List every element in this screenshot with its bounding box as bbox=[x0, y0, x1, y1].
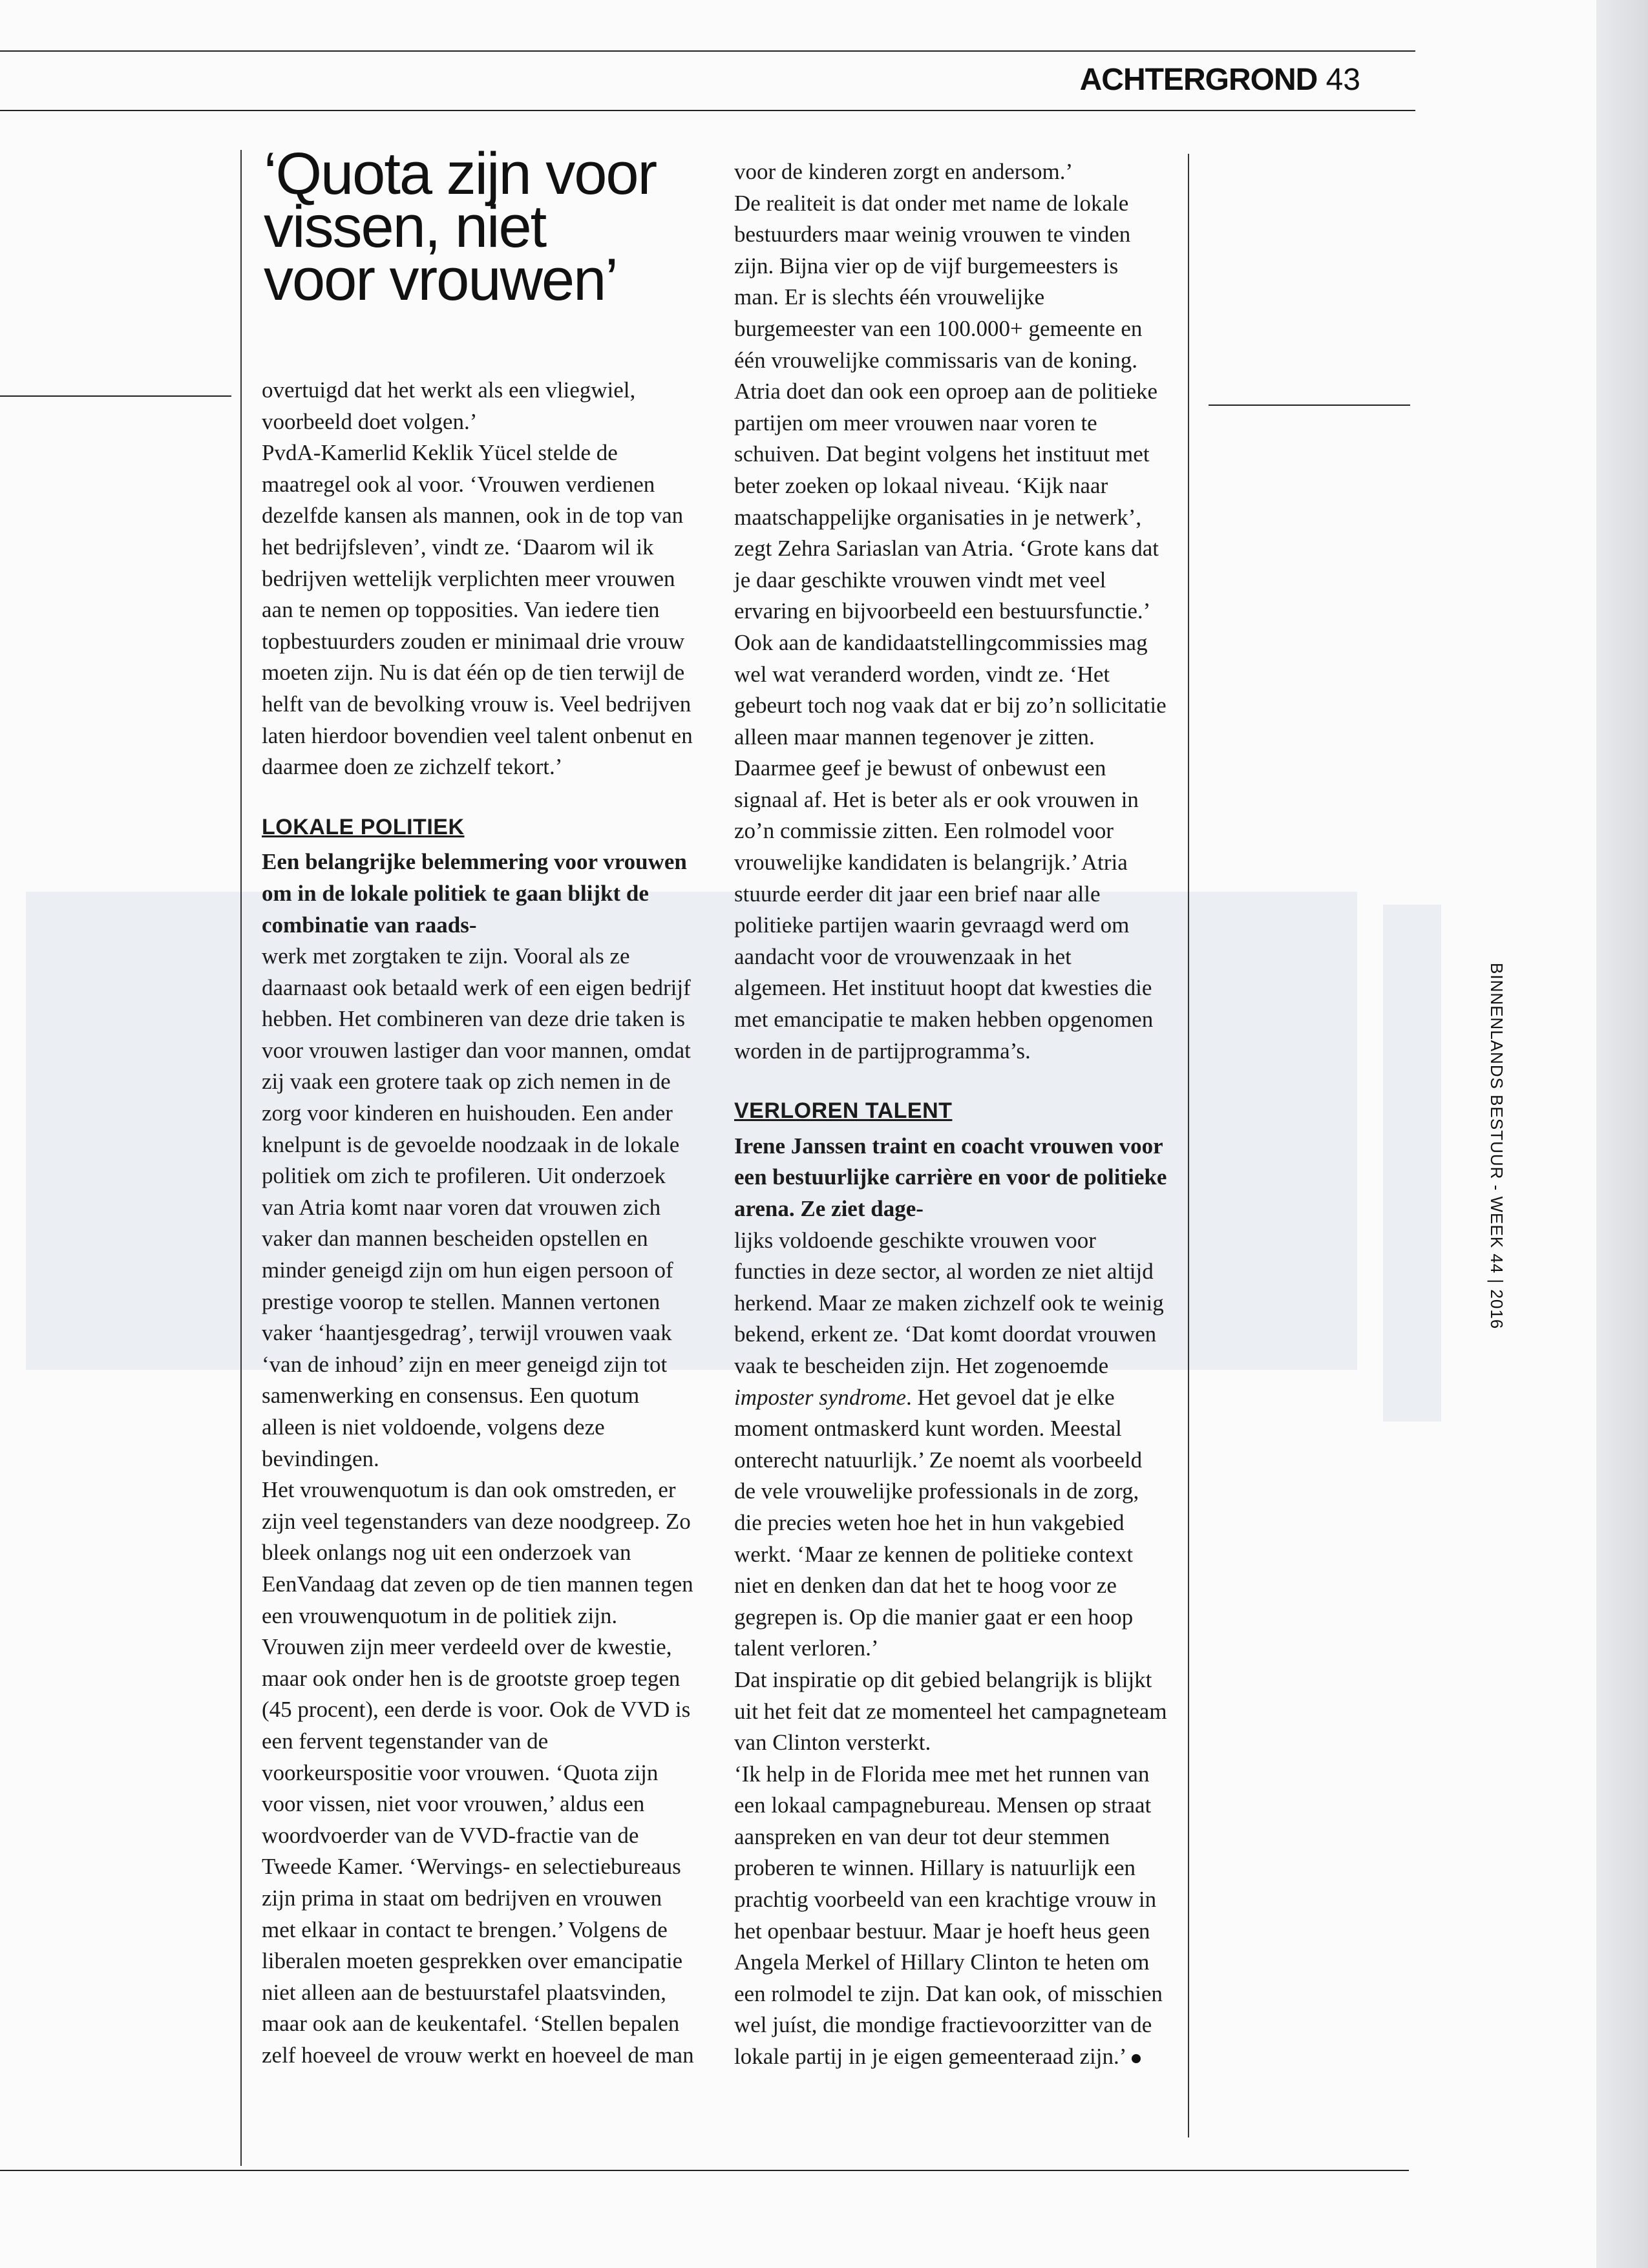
left-margin-rule bbox=[0, 395, 231, 397]
running-header bbox=[1080, 62, 1360, 98]
bottom-rule bbox=[0, 2170, 1409, 2171]
subheading-lokale-politiek: LOKALE POLITIEK bbox=[262, 814, 465, 839]
paragraph: werk met zorgtaken te zijn. Vooral als ze daarnaast ook betaald werk of een eigen bedrijf hebben. Het combineren van deze drie taken is voor vrouwen lastiger dan voor mannen, omdat zij vaak een grotere taak op zich nemen in de zorg voor kinderen en huishouden. Een ander knelpunt is de gevoelde noodzaak in de lokale politiek om zich te profileren. Uit onderzoek van Atria komt naar voren dat vrouwen zich vaker dan mannen bescheiden opstellen en minder geneigd zijn om hun eigen persoon of prestige voorop te stellen. Mannen vertonen vaker ‘haantjesgedrag’, terwijl vrouwen vaak ‘van de inhoud’ zijn en meer geneigd zijn tot samenwerking en consensus. Een quotum alleen is niet voldoende, volgens deze bevindingen. bbox=[262, 943, 691, 1471]
paragraph: De realiteit is dat onder met name de lokale bestuurders maar weinig vrouwen te vinden zijn. Bijna vier op de vijf burgemeesters is man. Er is slechts één vrouwelijke burgemeester van een 100.000+ gemeente en één vrouwelijke commissaris van de koning. bbox=[734, 190, 1143, 373]
paragraph: voor de kinderen zorgt en andersom.’ bbox=[734, 159, 1073, 184]
column-rule-right bbox=[1188, 154, 1189, 2137]
paragraph bbox=[734, 1759, 1167, 2073]
paragraph: PvdA-Kamerlid Keklik Yücel stelde de maatregel ook al voor. ‘Vrouwen verdienen dezelfde kansen als mannen, ook in de top van het bedrijfsleven’, vindt ze. ‘Daarom wil ik bedrijven wettelijk verplichten meer vrouwen aan te nemen op topposities. Van iedere tien topbestuurders zouden er minimaal drie vrouw moeten zijn. Nu is dat één op de tien terwijl de helft van de bevolking vrouw is. Veel bedrijven laten hierdoor bovendien veel talent onbenut en daarmee doen ze zichzelf tekort.’ bbox=[262, 440, 693, 780]
bold-lead: Een belangrijke belemmering voor vrouwen om in de lokale politiek te gaan blijkt de combinatie van raads- bbox=[262, 849, 687, 938]
paragraph: overtuigd dat het werkt als een vliegwiel, voorbeeld doet volgen.’ bbox=[262, 377, 636, 434]
subheading-verloren-talent: VERLOREN TALENT bbox=[734, 1098, 953, 1124]
column-rule-left bbox=[240, 150, 242, 2166]
headline-line-3: voor vrouwen’ bbox=[264, 247, 617, 313]
text-run: ‘Ik help in de Florida mee met het runnen van een lokaal campagnebureau. Mensen op straat aanspreken en van deur tot deur stemmen proberen te winnen. Hillary is natuurlijk een prachtig voorbeeld van een krachtige vrouw in het openbaar bestuur. Maar je hoeft heus geen Angela Merkel of Hillary Clinton te heten om een rolmodel te zijn. Dat kan ook, of misschien wel juíst, die mondige fractievoorzitter van de lokale partij in je eigen gemeenteraad zijn.’ bbox=[734, 1761, 1163, 2070]
headline-line-1: ‘Quota zijn voor bbox=[264, 141, 657, 207]
top-rule bbox=[0, 50, 1415, 52]
text-run: . Het gevoel dat je elke moment ontmaskerd kunt worden. Meestal onterecht natuurlijk.’ Ze noemt als voorbeeld de vele vrouwelijke professionals in de zorg, die precies weten hoe het in hun vakgebied werkt. ‘Maar ze kennen de politieke context niet en denken dan dat het te hoog voor ze gegrepen is. Op die manier gaat er een hoop talent verloren.’ bbox=[734, 1384, 1143, 1661]
article-headline bbox=[264, 141, 703, 313]
header-rule bbox=[0, 110, 1415, 111]
text-run: lijks voldoende geschikte vrouwen voor functies in deze sector, al worden ze niet altijd herkend. Maar ze maken zichzelf ook te weinig bekend, erkent ze. ‘Dat komt doordat vrouwen vaak te bescheiden zijn. Het zogenoemde bbox=[734, 1227, 1164, 1378]
article-column-1 bbox=[262, 375, 695, 2071]
headline-line-2: vissen, niet bbox=[264, 194, 546, 260]
article-column-2 bbox=[734, 156, 1167, 2073]
paragraph: Atria doet dan ook een oproep aan de politieke partijen om meer vrouwen naar voren te schuiven. Dat begint volgens het instituut met beter zoeken op lokaal niveau. ‘Kijk naar maatschappelijke organisaties in je netwerk’, zegt Zehra Sariaslan van Atria. ‘Grote kans dat je daar geschikte vrouwen vindt met veel ervaring en bijvoorbeeld een bestuursfunctie.’ Ook aan de kandidaatstellingcommissies mag wel wat veranderd worden, vindt ze. ‘Het gebeurt toch nog vaak dat er bij zo’n sollicitatie alleen maar mannen tegenover je zitten. Daarmee geef je bewust of onbewust een signaal af. Het is beter als er ook vrouwen in zo’n commissie zitten. Een rolmodel voor vrouwelijke kandidaten is belangrijk.’ Atria stuurde eerder dit jaar een brief naar alle politieke partijen waarin gevraagd werd om aandacht voor de vrouwenzaak in het algemeen. Het instituut hoopt dat kwesties die met emancipatie te maken hebben opgenomen worden in de partijprogramma’s. bbox=[734, 379, 1167, 1064]
end-mark-icon bbox=[1132, 2054, 1141, 2063]
paragraph: Dat inspiratie op dit gebied belangrijk is blijkt uit het feit dat ze momenteel het campagneteam van Clinton versterkt. bbox=[734, 1666, 1167, 1756]
vertical-folio: BINNENLANDS BESTUUR - WEEK 44 | 2016 bbox=[1487, 963, 1506, 1330]
bold-lead: Irene Janssen traint en coacht vrouwen voor een bestuurlijke carrière en voor de politieke arena. Ze ziet dage- bbox=[734, 1133, 1167, 1221]
italic-term: imposter syndrome bbox=[734, 1384, 907, 1410]
bleed-through-panel-2 bbox=[1383, 905, 1441, 1422]
right-margin-rule bbox=[1209, 404, 1410, 406]
section-name: ACHTERGROND bbox=[1079, 63, 1318, 97]
paragraph bbox=[734, 1225, 1167, 1664]
page-number: 43 bbox=[1326, 63, 1360, 97]
paragraph: Het vrouwenquotum is dan ook omstreden, er zijn veel tegenstanders van deze noodgreep. Zo bleek onlangs nog uit een onderzoek van EenVandaag dat zeven op de tien mannen tegen een vrouwenquotum in de politiek zijn. Vrouwen zijn meer verdeeld over de kwestie, maar ook onder hen is de grootste groep tegen (45 procent), een derde is voor. Ook de VVD is een fervent tegenstander van de voorkeurspositie voor vrouwen. ‘Quota zijn voor vissen, niet voor vrouwen,’ aldus een woordvoerder van de VVD-fractie van de Tweede Kamer. ‘Wervings- en selectiebureaus zijn prima in staat om bedrijven en vrouwen met elkaar in contact te brengen.’ Volgens de liberalen moeten gesprekken over emancipatie niet alleen aan de bestuurstafel plaatsvinden, maar ook aan de keukentafel. ‘Stellen bepalen zelf hoeveel de vrouw werkt en hoeveel de man bbox=[262, 1477, 694, 2068]
page-edge bbox=[1596, 0, 1648, 2268]
